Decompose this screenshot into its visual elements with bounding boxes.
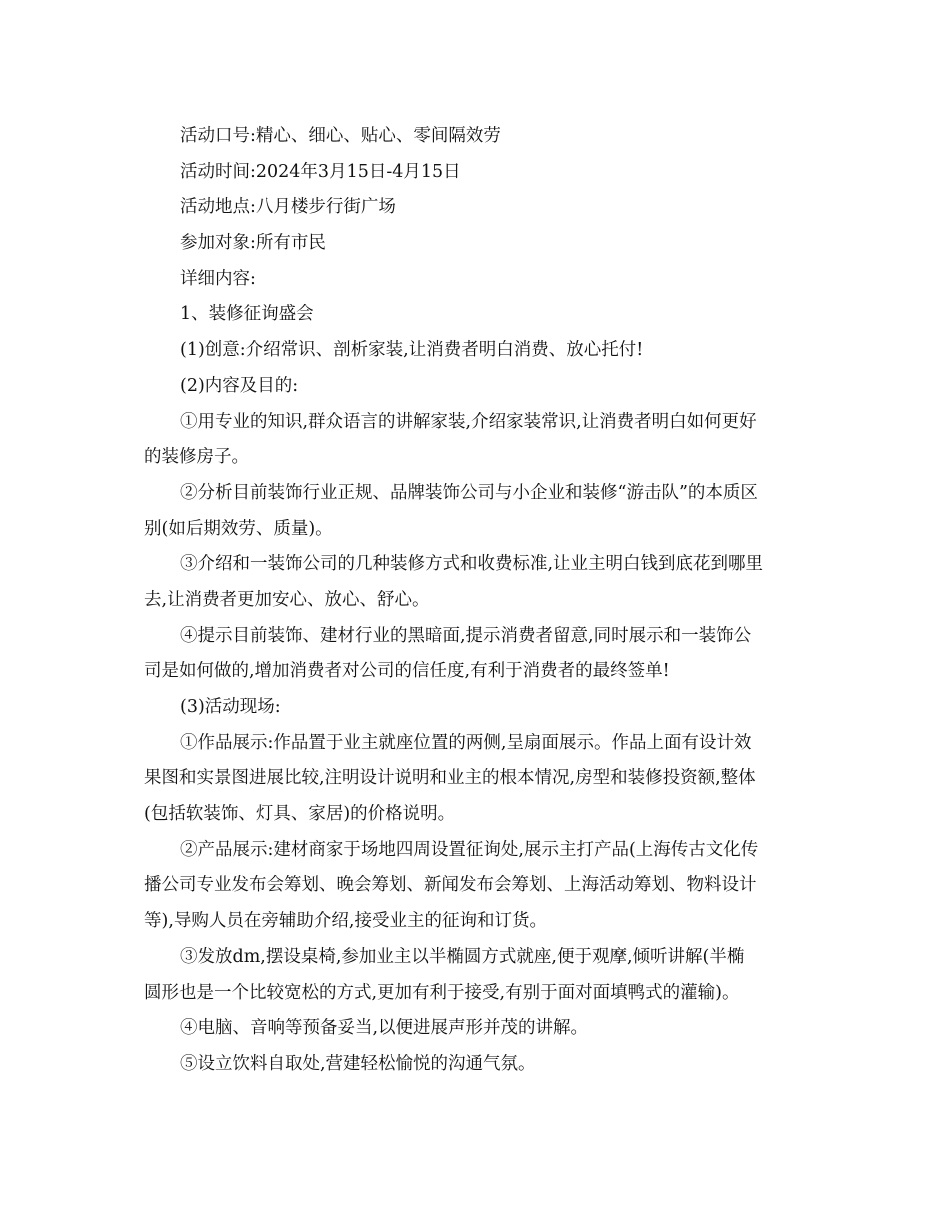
section-1-heading: 1、装修征询盛会 — [180, 304, 314, 325]
audience-line: 参加对象:所有市民 — [180, 233, 326, 254]
location-line: 活动地点:八月楼步行街广场 — [180, 197, 396, 218]
content-purpose-heading: (2)内容及目的: — [180, 375, 299, 396]
document-body — [144, 119, 808, 1083]
slogan-line: 活动口号:精心、细心、贴心、零间隔效劳 — [180, 126, 501, 146]
paragraph-line: 圆形也是一个比较宽松的方式,更加有利于接受,有别于面对面填鸭式的灌输)。 — [144, 982, 740, 1003]
paragraph-line: 别(如后期效劳、质量)。 — [144, 518, 333, 539]
paragraph-line: 的装修房子。 — [144, 447, 249, 468]
paragraph-line: 去,让消费者更加安心、放心、舒心。 — [144, 589, 430, 610]
paragraph-line: ①作品展示:作品置于业主就座位置的两侧,呈扇面展示。作品上面有设计效 — [180, 732, 752, 753]
paragraph-line: ②产品展示:建材商家于场地四周设置征询处,展示主打产品(上海传古文化传 — [180, 839, 759, 860]
paragraph-line: ③介绍和一装饰公司的几种装修方式和收费标准,让业主明白钱到底花到哪里 — [180, 554, 764, 575]
paragraph-line: ③发放dm,摆设桌椅,参加业主以半椭圆方式就座,便于观摩,倾听讲解(半椭 — [180, 946, 745, 967]
paragraph-line: 果图和实景图进展比较,注明设计说明和业主的根本情况,房型和装修投资额,整体 — [144, 768, 756, 789]
paragraph-line: ①用专业的知识,群众语言的讲解家装,介绍家装常识,让消费者明白如何更好 — [180, 411, 757, 432]
details-heading: 详细内容: — [180, 268, 256, 289]
paragraph-line: ④提示目前装饰、建材行业的黑暗面,提示消费者留意,同时展示和一装饰公 — [180, 625, 752, 646]
paragraph-line: ④电脑、音响等预备妥当,以便进展声形并茂的讲解。 — [180, 1018, 589, 1039]
paragraph-line: ⑤设立饮料自取处,营建轻松愉悦的沟通气氛。 — [180, 1053, 536, 1074]
paragraph-line: 等),导购人员在旁辅助介绍,接受业主的征询和订货。 — [144, 911, 547, 932]
paragraph-line: 播公司专业发布会筹划、晚会筹划、新闻发布会筹划、上海活动筹划、物料设计 — [144, 875, 757, 896]
paragraph-line: 司是如何做的,增加消费者对公司的信任度,有利于消费者的最终签单! — [144, 661, 670, 682]
idea-line: (1)创意:介绍常识、剖析家装,让消费者明白消费、放心托付! — [180, 340, 644, 361]
activity-scene-heading: (3)活动现场: — [180, 697, 281, 717]
paragraph-line: ②分析目前装饰行业正规、品牌装饰公司与小企业和装修“游击队”的本质区 — [180, 482, 758, 503]
time-line: 活动时间:2024年3月15日-4月15日 — [180, 161, 461, 182]
paragraph-line: (包括软装饰、灯具、家居)的价格说明。 — [144, 804, 456, 825]
